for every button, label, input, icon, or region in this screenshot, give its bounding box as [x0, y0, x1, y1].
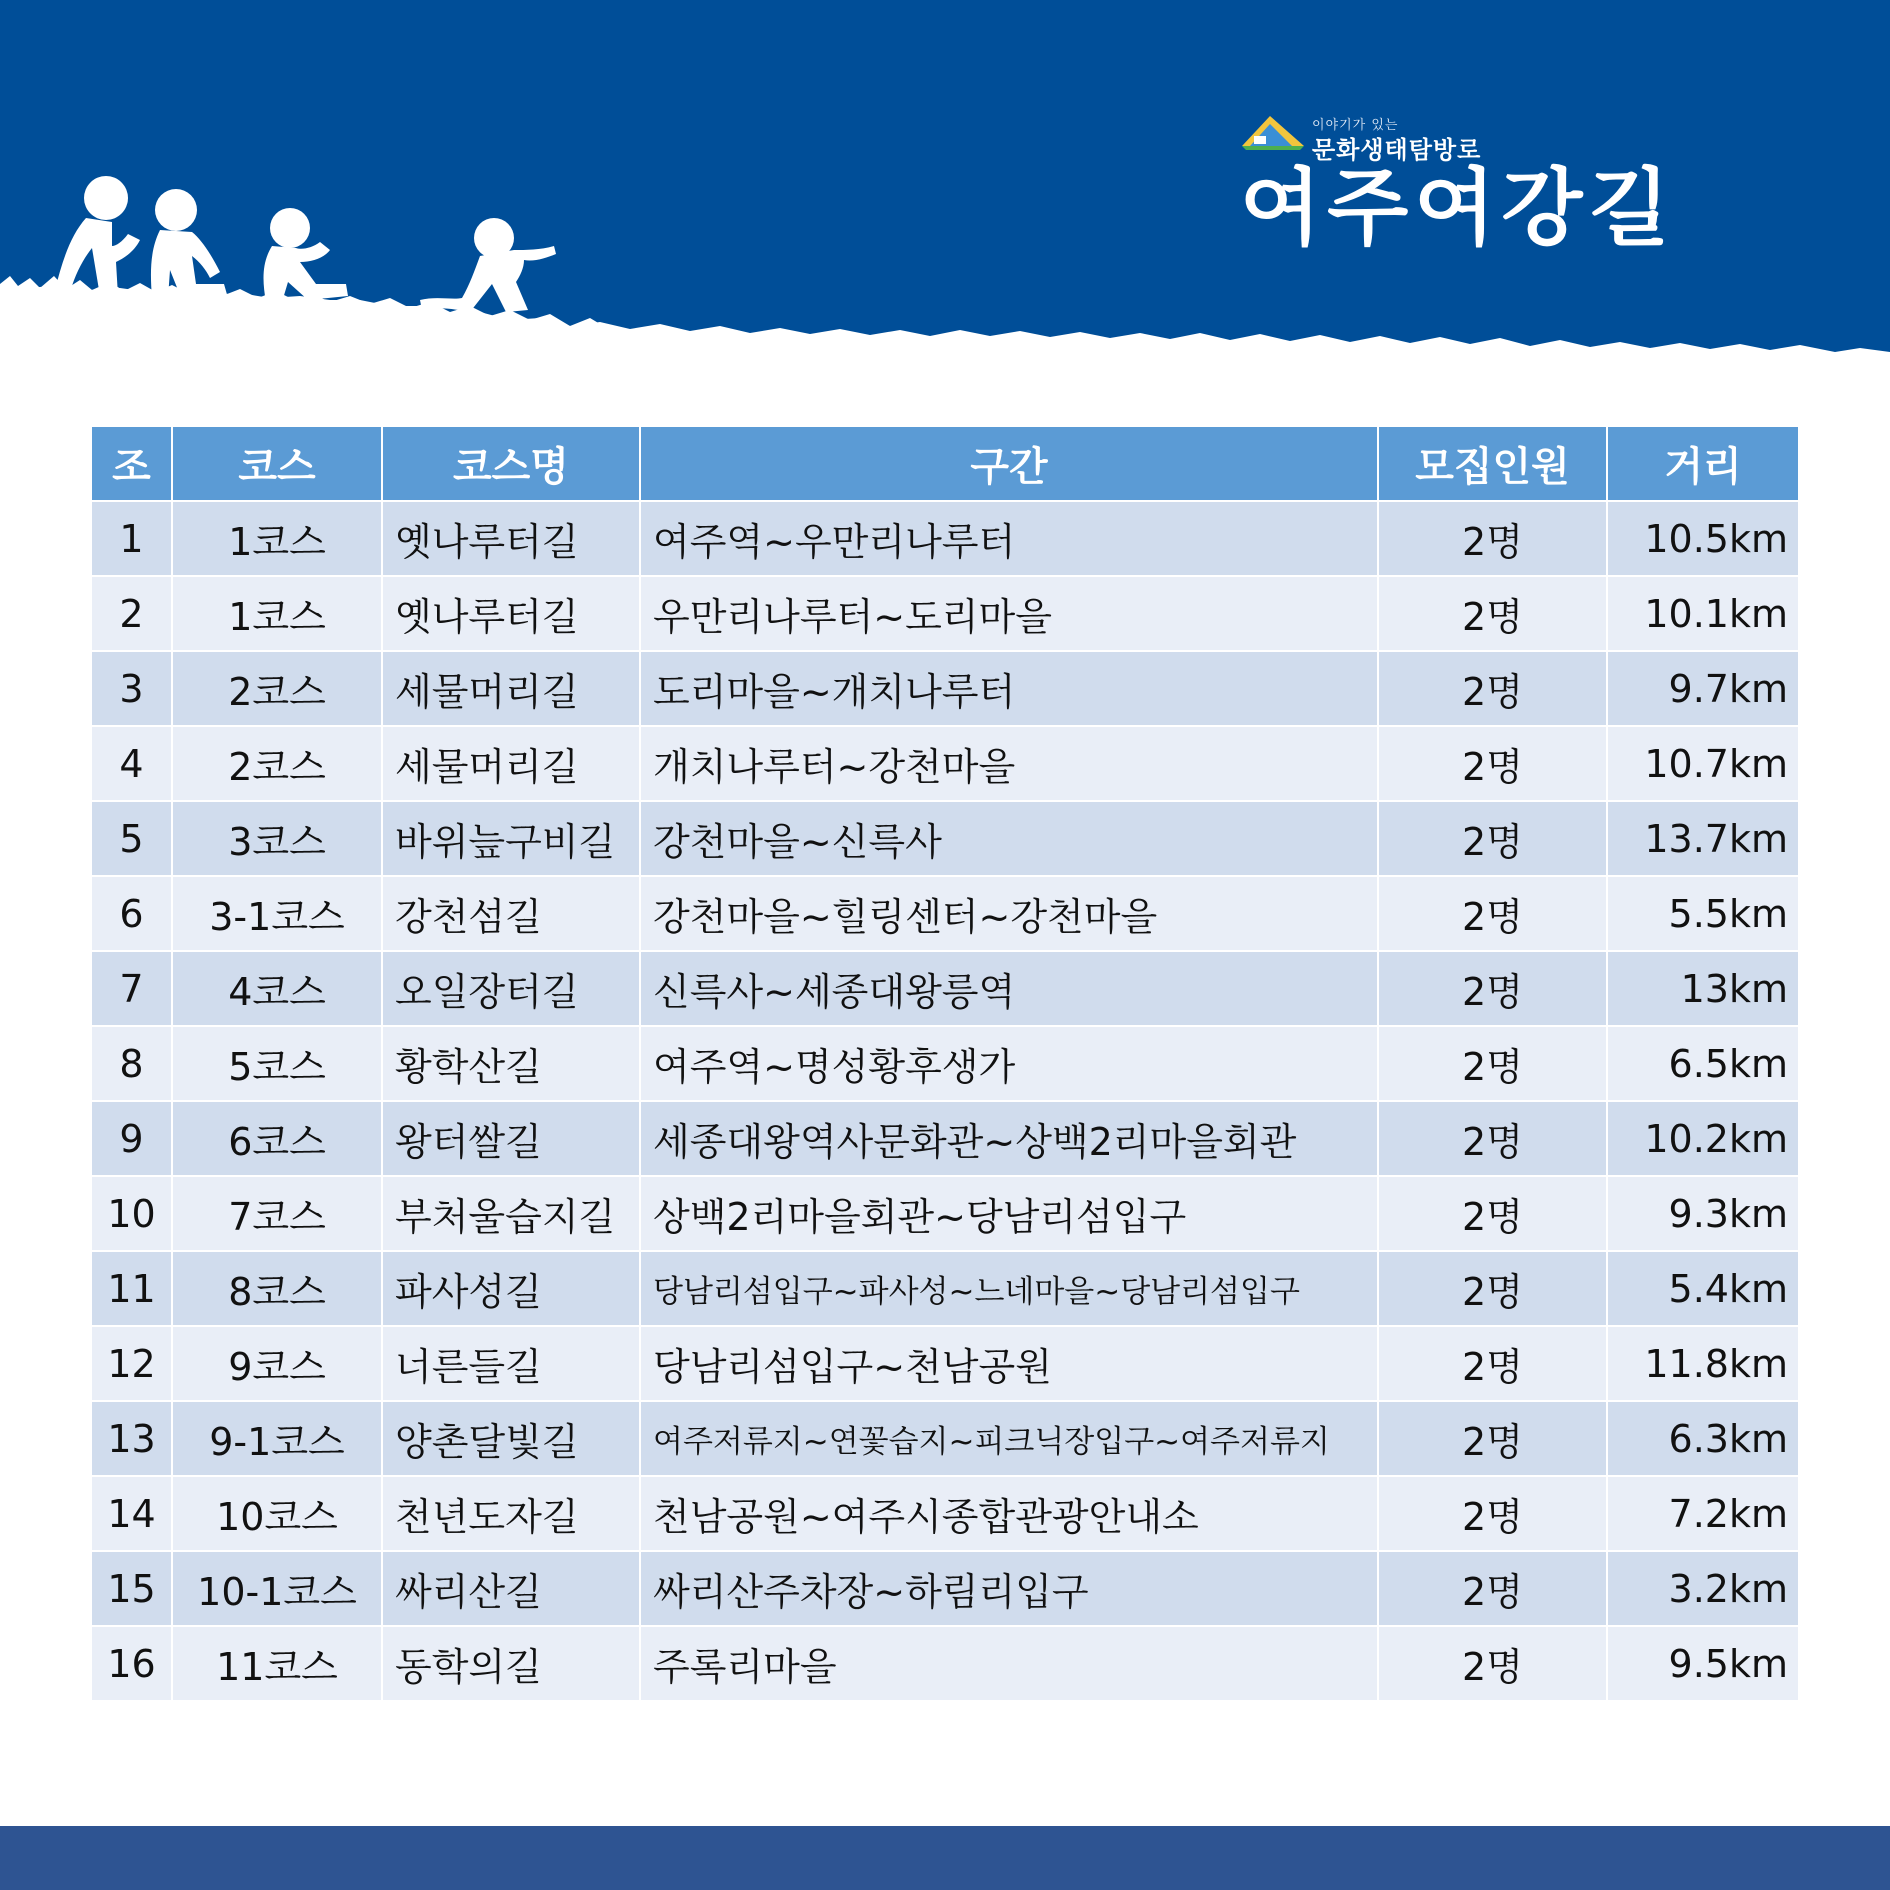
cell-recruit: 2명 — [1379, 1102, 1608, 1177]
cell-distance: 10.2km — [1608, 1102, 1798, 1177]
cell-course: 1코스 — [173, 577, 383, 652]
cell-course-name: 바위늪구비길 — [383, 802, 641, 877]
cell-jo: 7 — [92, 952, 173, 1027]
cell-section: 신륵사~세종대왕릉역 — [641, 952, 1379, 1027]
footer-bar — [0, 1826, 1890, 1890]
table-row — [92, 1177, 1798, 1252]
cell-jo: 1 — [92, 502, 173, 577]
cell-distance: 9.7km — [1608, 652, 1798, 727]
table-row — [92, 1477, 1798, 1552]
cell-distance: 9.5km — [1608, 1627, 1798, 1702]
cell-course-name: 양촌달빛길 — [383, 1402, 641, 1477]
cell-course-name: 파사성길 — [383, 1252, 641, 1327]
table-row — [92, 727, 1798, 802]
cell-course: 10-1코스 — [173, 1552, 383, 1627]
cell-jo: 10 — [92, 1177, 173, 1252]
logo-subtitle: 문화생태탐방로 — [1312, 136, 1482, 164]
cell-section: 여주역~우만리나루터 — [641, 502, 1379, 577]
cell-distance: 10.7km — [1608, 727, 1798, 802]
cell-recruit: 2명 — [1379, 952, 1608, 1027]
cell-distance: 5.5km — [1608, 877, 1798, 952]
cell-course-name: 너른들길 — [383, 1327, 641, 1402]
cell-distance: 10.5km — [1608, 502, 1798, 577]
table-row — [92, 802, 1798, 877]
cell-distance: 5.4km — [1608, 1252, 1798, 1327]
cell-recruit: 2명 — [1379, 1252, 1608, 1327]
cell-course: 2코스 — [173, 652, 383, 727]
course-table — [92, 427, 1798, 1702]
header-course-name: 코스명 — [383, 427, 641, 502]
logo-title: 여주여강길 — [1240, 159, 1676, 257]
table-row — [92, 877, 1798, 952]
cell-course-name: 옛나루터길 — [383, 577, 641, 652]
cell-course: 5코스 — [173, 1027, 383, 1102]
table-row — [92, 1027, 1798, 1102]
table-row — [92, 1327, 1798, 1402]
cell-jo: 16 — [92, 1627, 173, 1702]
cell-recruit: 2명 — [1379, 727, 1608, 802]
cell-recruit: 2명 — [1379, 1402, 1608, 1477]
cell-section: 주록리마을 — [641, 1627, 1379, 1702]
cell-recruit: 2명 — [1379, 1027, 1608, 1102]
cell-section: 도리마을~개치나루터 — [641, 652, 1379, 727]
cell-section: 싸리산주차장~하림리입구 — [641, 1552, 1379, 1627]
cell-recruit: 2명 — [1379, 1177, 1608, 1252]
cell-course-name: 오일장터길 — [383, 952, 641, 1027]
cell-jo: 15 — [92, 1552, 173, 1627]
cell-section: 우만리나루터~도리마을 — [641, 577, 1379, 652]
cell-course-name: 왕터쌀길 — [383, 1102, 641, 1177]
cell-course: 3-1코스 — [173, 877, 383, 952]
cell-jo: 11 — [92, 1252, 173, 1327]
cell-recruit: 2명 — [1379, 1627, 1608, 1702]
brand-logo — [1240, 112, 1800, 262]
cell-jo: 3 — [92, 652, 173, 727]
header-course: 코스 — [173, 427, 383, 502]
cell-jo: 2 — [92, 577, 173, 652]
cell-recruit: 2명 — [1379, 652, 1608, 727]
cell-course: 6코스 — [173, 1102, 383, 1177]
cell-jo: 9 — [92, 1102, 173, 1177]
cell-recruit: 2명 — [1379, 1477, 1608, 1552]
cell-recruit: 2명 — [1379, 877, 1608, 952]
table-header-row — [92, 427, 1798, 502]
cell-distance: 13km — [1608, 952, 1798, 1027]
cell-recruit: 2명 — [1379, 1327, 1608, 1402]
cell-distance: 9.3km — [1608, 1177, 1798, 1252]
cell-jo: 12 — [92, 1327, 173, 1402]
cell-course: 10코스 — [173, 1477, 383, 1552]
table-body — [92, 502, 1798, 1702]
cell-section: 개치나루터~강천마을 — [641, 727, 1379, 802]
cell-course-name: 천년도자길 — [383, 1477, 641, 1552]
cell-section: 상백2리마을회관~당남리섬입구 — [641, 1177, 1379, 1252]
cell-section: 당남리섬입구~파사성~느네마을~당남리섬입구 — [641, 1252, 1379, 1327]
cell-recruit: 2명 — [1379, 577, 1608, 652]
cell-recruit: 2명 — [1379, 802, 1608, 877]
logo-slogan: 이야기가 있는 — [1312, 118, 1399, 133]
cell-section: 여주역~명성황후생가 — [641, 1027, 1379, 1102]
cell-jo: 13 — [92, 1402, 173, 1477]
table-row — [92, 577, 1798, 652]
cell-course: 8코스 — [173, 1252, 383, 1327]
cell-jo: 4 — [92, 727, 173, 802]
cell-course-name: 부처울습지길 — [383, 1177, 641, 1252]
cell-distance: 11.8km — [1608, 1327, 1798, 1402]
cell-section: 세종대왕역사문화관~상백2리마을회관 — [641, 1102, 1379, 1177]
header-banner — [0, 0, 1890, 380]
table-row — [92, 652, 1798, 727]
cell-course: 3코스 — [173, 802, 383, 877]
header-recruit: 모집인원 — [1379, 427, 1608, 502]
cell-distance: 7.2km — [1608, 1477, 1798, 1552]
cell-recruit: 2명 — [1379, 502, 1608, 577]
cell-distance: 6.3km — [1608, 1402, 1798, 1477]
cell-section: 강천마을~힐링센터~강천마을 — [641, 877, 1379, 952]
cell-course-name: 옛나루터길 — [383, 502, 641, 577]
cell-section: 천남공원~여주시종합관광안내소 — [641, 1477, 1379, 1552]
cell-jo: 6 — [92, 877, 173, 952]
cell-course-name: 싸리산길 — [383, 1552, 641, 1627]
cell-distance: 10.1km — [1608, 577, 1798, 652]
cell-course: 9-1코스 — [173, 1402, 383, 1477]
cell-recruit: 2명 — [1379, 1552, 1608, 1627]
cell-course: 7코스 — [173, 1177, 383, 1252]
header-section: 구간 — [641, 427, 1379, 502]
cell-course: 2코스 — [173, 727, 383, 802]
table-row — [92, 502, 1798, 577]
cell-jo: 14 — [92, 1477, 173, 1552]
cell-distance: 3.2km — [1608, 1552, 1798, 1627]
table-row — [92, 1552, 1798, 1627]
cell-course-name: 동학의길 — [383, 1627, 641, 1702]
cell-section: 당남리섬입구~천남공원 — [641, 1327, 1379, 1402]
table-row — [92, 1402, 1798, 1477]
logo-mark-icon — [1240, 112, 1306, 150]
cell-section: 여주저류지~연꽃습지~피크닉장입구~여주저류지 — [641, 1402, 1379, 1477]
header-distance: 거리 — [1608, 427, 1798, 502]
cell-course-name: 세물머리길 — [383, 652, 641, 727]
cell-course: 9코스 — [173, 1327, 383, 1402]
cell-course: 1코스 — [173, 502, 383, 577]
cell-course-name: 황학산길 — [383, 1027, 641, 1102]
table-row — [92, 1627, 1798, 1702]
cell-distance: 13.7km — [1608, 802, 1798, 877]
cell-course-name: 세물머리길 — [383, 727, 641, 802]
table-row — [92, 952, 1798, 1027]
table-row — [92, 1252, 1798, 1327]
cell-distance: 6.5km — [1608, 1027, 1798, 1102]
cell-jo: 5 — [92, 802, 173, 877]
cell-jo: 8 — [92, 1027, 173, 1102]
cell-section: 강천마을~신륵사 — [641, 802, 1379, 877]
table-row — [92, 1102, 1798, 1177]
cell-course: 11코스 — [173, 1627, 383, 1702]
header-jo: 조 — [92, 427, 173, 502]
cell-course: 4코스 — [173, 952, 383, 1027]
cell-course-name: 강천섬길 — [383, 877, 641, 952]
